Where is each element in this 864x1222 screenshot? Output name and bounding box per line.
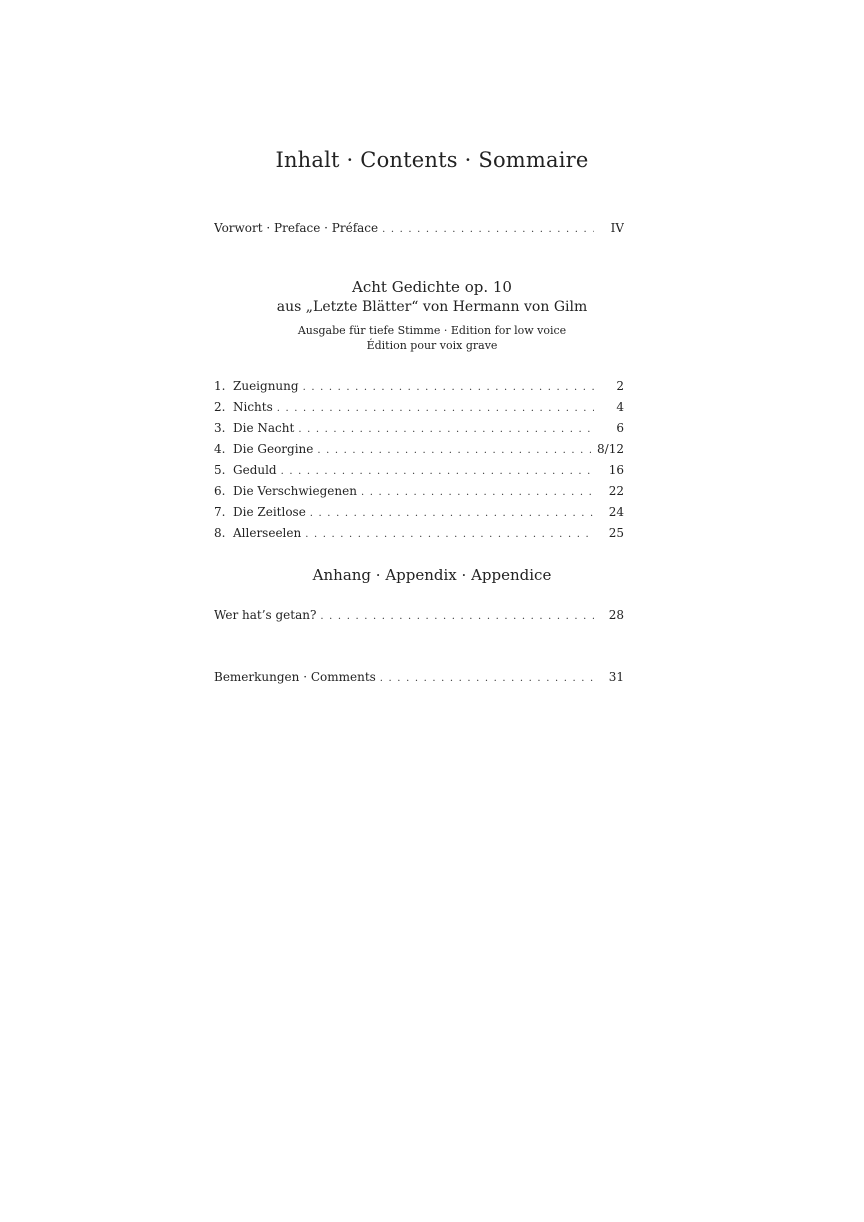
leader-dots bbox=[320, 608, 594, 624]
toc-entry-label: Allerseelen bbox=[233, 526, 302, 540]
toc-entry[interactable] bbox=[214, 524, 624, 542]
toc-entry-label: Die Zeitlose bbox=[233, 505, 306, 519]
toc-entry[interactable] bbox=[214, 440, 624, 458]
leader-dots bbox=[382, 221, 594, 237]
toc-entry[interactable] bbox=[214, 503, 624, 521]
toc-entry-label: Zueignung bbox=[233, 379, 299, 393]
leader-dots bbox=[317, 442, 591, 458]
toc-entry-number: 2. bbox=[214, 400, 226, 414]
toc-entry-page: 16 bbox=[608, 463, 624, 477]
leader-dots bbox=[361, 484, 594, 500]
toc-entry-page: 31 bbox=[608, 670, 624, 684]
leader-dots bbox=[277, 400, 594, 416]
edition-line-2: Édition pour voix grave bbox=[366, 339, 498, 352]
toc-entry-number: 1. bbox=[214, 379, 226, 393]
toc-entry-number: 5. bbox=[214, 463, 226, 477]
toc-entry-number: 8. bbox=[214, 526, 226, 540]
toc-entry[interactable] bbox=[214, 377, 624, 395]
toc-entry-label: Die Verschwiegenen bbox=[233, 484, 357, 498]
toc-entry[interactable] bbox=[214, 482, 624, 500]
toc-entry-label: Nichts bbox=[233, 400, 273, 414]
toc-entry-label: Vorwort · Preface · Préface bbox=[214, 221, 379, 235]
toc-entry-number: 6. bbox=[214, 484, 226, 498]
toc-entry-label: Die Nacht bbox=[233, 421, 295, 435]
toc-entry[interactable] bbox=[214, 461, 624, 479]
leader-dots bbox=[298, 421, 594, 437]
toc-entry-page: 6 bbox=[616, 421, 624, 435]
leader-dots bbox=[303, 379, 594, 395]
toc-entry-page: 24 bbox=[608, 505, 624, 519]
toc-entry-comments[interactable] bbox=[214, 668, 624, 686]
toc-entry-label: Wer hat’s getan? bbox=[214, 608, 317, 622]
toc-entry-page: 4 bbox=[616, 400, 624, 414]
leader-dots bbox=[281, 463, 594, 479]
toc-entry-preface[interactable] bbox=[214, 219, 624, 237]
toc-entry-page: 28 bbox=[608, 608, 624, 622]
toc-entry[interactable] bbox=[214, 419, 624, 437]
section-heading: Acht Gedichte op. 10 bbox=[352, 278, 512, 296]
toc-entry-page: 8/12 bbox=[597, 442, 624, 456]
toc-entry-label: Die Georgine bbox=[233, 442, 314, 456]
toc-entry-number: 3. bbox=[214, 421, 226, 435]
toc-entry-label: Bemerkungen · Comments bbox=[214, 670, 376, 684]
appendix-heading: Anhang · Appendix · Appendice bbox=[312, 566, 552, 584]
leader-dots bbox=[310, 505, 594, 521]
page-title: Inhalt · Contents · Sommaire bbox=[275, 148, 589, 172]
toc-entry-number: 4. bbox=[214, 442, 226, 456]
toc-entry-page: 2 bbox=[616, 379, 624, 393]
toc-entry-page: 25 bbox=[608, 526, 624, 540]
section-subheading: aus „Letzte Blätter“ von Hermann von Gilm bbox=[276, 299, 588, 315]
toc-entry-number: 7. bbox=[214, 505, 226, 519]
toc-entry-page: IV bbox=[610, 221, 624, 235]
toc-entry-appendix[interactable] bbox=[214, 606, 624, 624]
leader-dots bbox=[305, 526, 594, 542]
toc-entry-label: Geduld bbox=[233, 463, 277, 477]
toc-entry[interactable] bbox=[214, 398, 624, 416]
toc-entry-page: 22 bbox=[608, 484, 624, 498]
edition-line-1: Ausgabe für tiefe Stimme · Edition for low voice bbox=[297, 324, 567, 337]
leader-dots bbox=[380, 670, 594, 686]
